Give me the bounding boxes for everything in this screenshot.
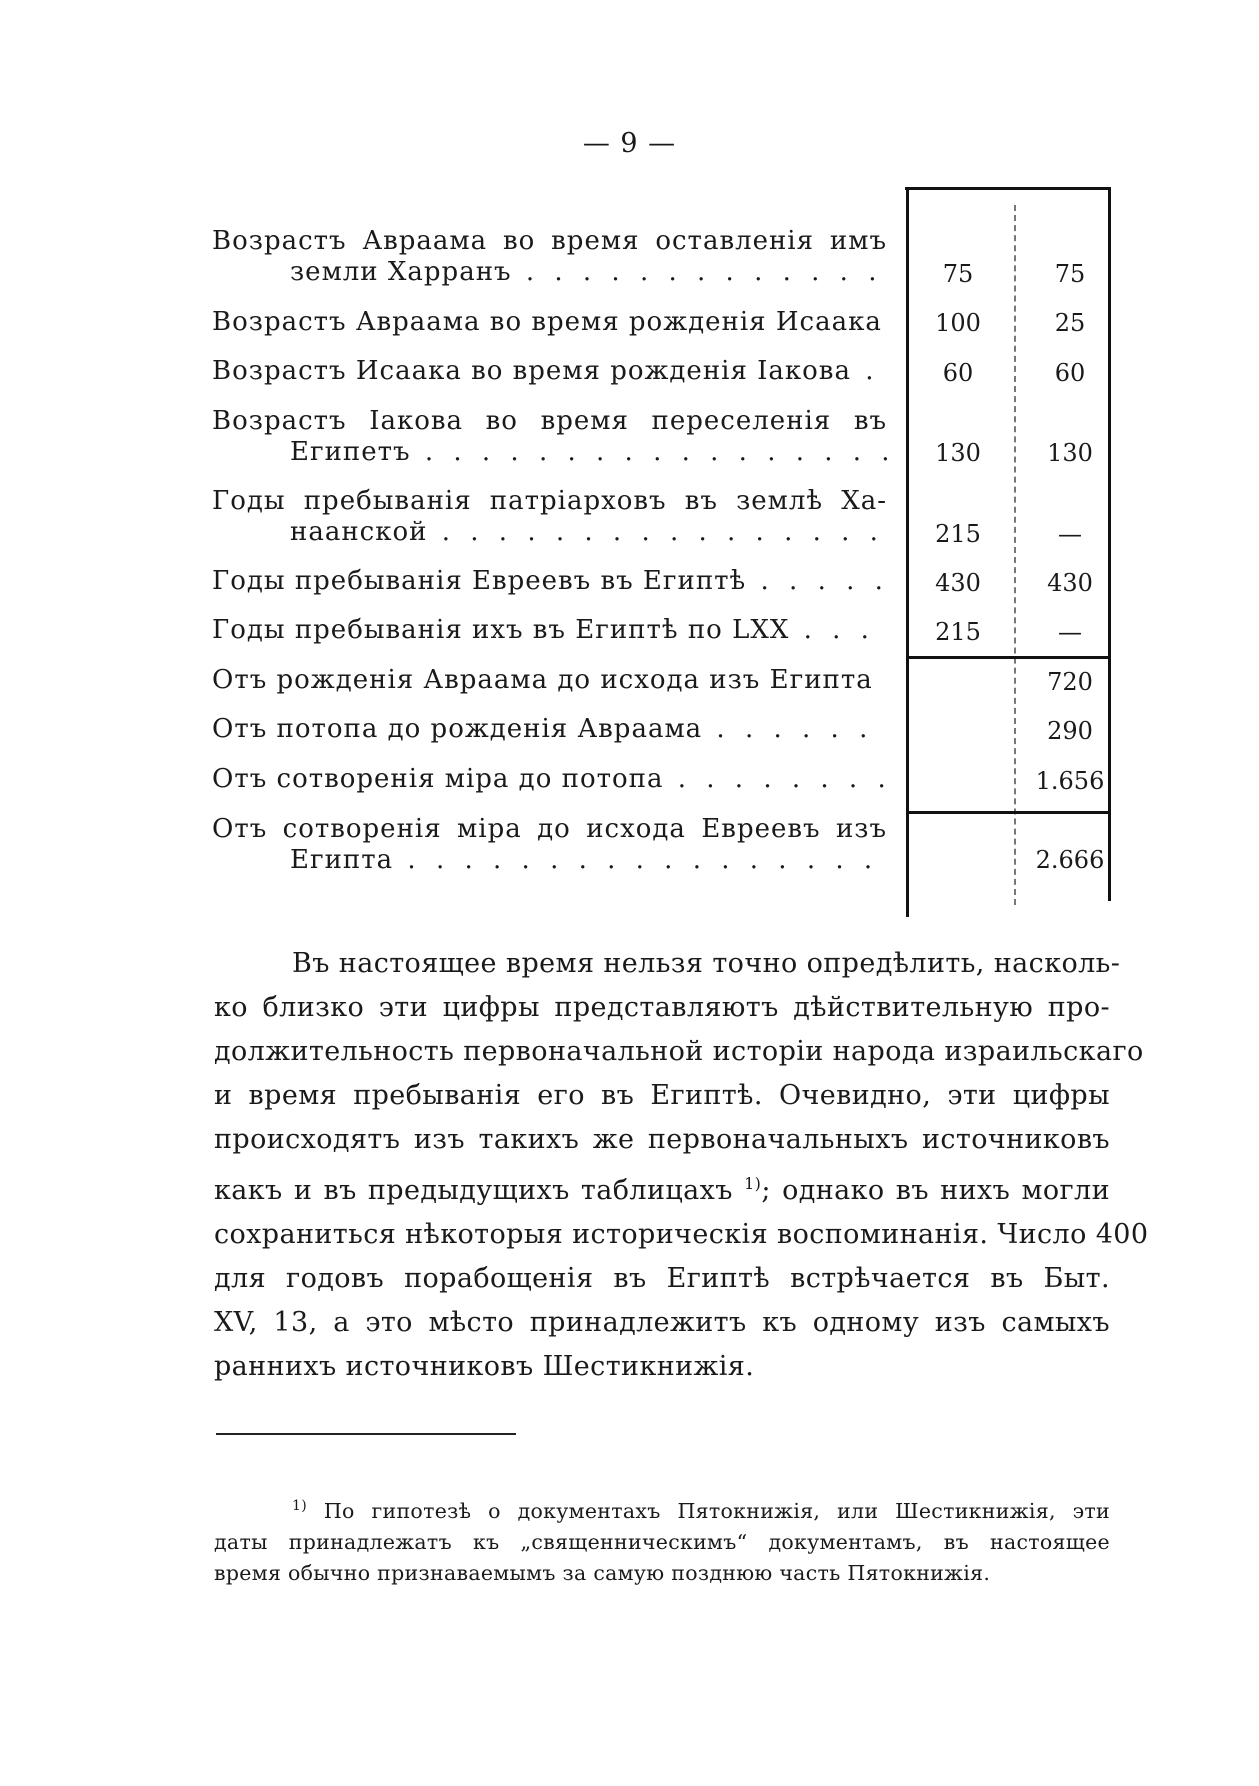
table-total-rule	[906, 811, 1110, 814]
table-cell: 60	[1054, 359, 1086, 387]
table-cell: 25	[1054, 309, 1086, 337]
table-top-rule	[905, 187, 1111, 190]
table-row-label: Отъ рожденія Авраама до исхода изъ Египта . . .	[212, 665, 887, 696]
table-cell: —	[1058, 618, 1082, 646]
table-row-label: Отъ сотворенія міра до исхода Евреевъ изъ Египта . . .	[212, 814, 887, 876]
table-cell: —	[1058, 520, 1082, 548]
footnote: $^{1)}$ По гипотезѣ о документахъ Пятокнижія, или Шестикнижія, эти даты принадлежатъ къ „священническимъ“ документамъ, въ настоящее время обычно признаваемымъ за самую позднюю часть Пятокнижія.	[214, 1498, 1110, 1585]
table-row-label: Годы пребыванія патріарховъ въ землѣ Ха- наанской . . .	[212, 486, 887, 548]
footnote-separator	[216, 1433, 516, 1435]
table-cell: 130	[935, 439, 981, 467]
body-paragraph: Въ настоящее время нельзя точно опредѣлить, насколь- ко близко эти цифры представляютъ дѣйствительную про- должительность первоначальной исторіи народа израильскаго и время пребыванія его въ Египтѣ. Очевидно, эти цифры происходятъ изъ такихъ же первоначальныхъ источниковъ какъ и въ предыдущихъ таблицахъ $^{1)}$; однако въ нихъ могли сохраниться нѣкоторыя историческія воспоминанія. Число 400 для годовъ порабощенія въ Египтѣ встрѣчается въ Быт. XV, 13, а это мѣсто принадлежитъ къ одному изъ самыхъ раннихъ источниковъ Шестикнижія.	[214, 948, 1149, 1382]
table-row-label: Возрастъ Авраама во время рожденія Исаака . . .	[212, 307, 887, 338]
table-cell: 75	[942, 260, 974, 288]
page-number: — 9 —	[582, 128, 677, 159]
table-cell: 75	[1054, 260, 1086, 288]
table-cell: 1.656	[1035, 767, 1105, 795]
table-row-label: Годы пребыванія ихъ въ Египтѣ по LXX . . .	[212, 615, 887, 646]
table-cell: 215	[935, 618, 981, 646]
table-cell: 130	[1047, 439, 1093, 467]
table-row-label: Возрастъ Іакова во время переселенія въ Египетъ . . .	[212, 406, 887, 468]
table-row-label: Возрастъ Авраама во время оставленія имъ земли Харранъ . . .	[212, 226, 887, 288]
table-cell: 60	[942, 359, 974, 387]
table-row-label: Возрастъ Исаака во время рожденія Іакова . . .	[212, 356, 887, 387]
table-mid-rule	[906, 656, 1110, 659]
table-left-border	[906, 189, 909, 917]
table-row-label: Отъ сотворенія міра до потопа . . .	[212, 764, 887, 795]
table-row-label: Годы пребыванія Евреевъ въ Египтѣ . . .	[212, 566, 887, 597]
footnote-marker: 1)	[292, 1498, 307, 1514]
table-cell: 2.666	[1035, 846, 1105, 874]
table-cell: 215	[935, 520, 981, 548]
table-cell: 430	[935, 569, 981, 597]
table-cell: 720	[1047, 668, 1093, 696]
table-cell: 100	[935, 309, 981, 337]
table-cell: 430	[1047, 569, 1093, 597]
table-cell: 290	[1047, 717, 1093, 745]
footnote-ref: 1)	[744, 1174, 762, 1193]
table-row-label: Отъ потопа до рожденія Авраама . . .	[212, 714, 887, 745]
